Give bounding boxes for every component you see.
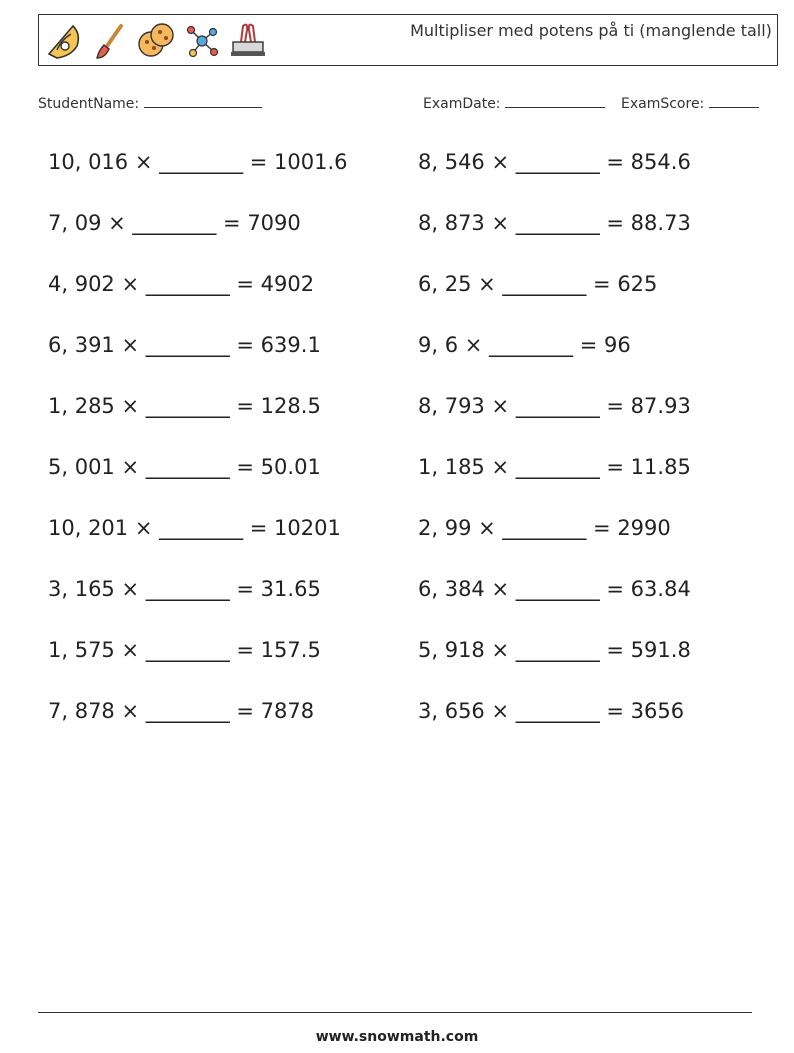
problem-right-10: 3, 656 × ________ = 3656 — [418, 699, 685, 723]
problem-left-7: 10, 201 × ________ = 10201 — [48, 516, 341, 540]
exam-score-line[interactable] — [709, 93, 759, 108]
problem-right-2: 8, 873 × ________ = 88.73 — [418, 211, 691, 235]
problem-left-3: 4, 902 × ________ = 4902 — [48, 272, 315, 296]
problem-left-5: 1, 285 × ________ = 128.5 — [48, 394, 321, 418]
paintbrush-icon — [89, 20, 131, 62]
molecule-icon — [181, 20, 223, 62]
problem-right-9: 5, 918 × ________ = 591.8 — [418, 638, 691, 662]
worksheet-header — [38, 14, 778, 66]
problem-right-7: 2, 99 × ________ = 2990 — [418, 516, 671, 540]
exam-score-label: ExamScore: — [621, 96, 705, 112]
binder-clip-icon — [227, 20, 269, 62]
exam-date-field[interactable] — [423, 93, 605, 112]
problem-left-1: 10, 016 × ________ = 1001.6 — [48, 150, 348, 174]
problem-right-4: 9, 6 × ________ = 96 — [418, 333, 631, 357]
problem-left-6: 5, 001 × ________ = 50.01 — [48, 455, 321, 479]
problem-right-8: 6, 384 × ________ = 63.84 — [418, 577, 691, 601]
problem-left-8: 3, 165 × ________ = 31.65 — [48, 577, 321, 601]
problem-left-4: 6, 391 × ________ = 639.1 — [48, 333, 321, 357]
student-name-label: StudentName: — [38, 96, 140, 112]
student-name-field[interactable] — [38, 93, 262, 112]
exam-date-label: ExamDate: — [423, 96, 501, 112]
footer-divider — [38, 1012, 752, 1013]
header-icons — [43, 19, 269, 63]
exam-score-field[interactable] — [621, 93, 759, 112]
protractor-icon — [43, 20, 85, 62]
problem-right-3: 6, 25 × ________ = 625 — [418, 272, 658, 296]
student-name-line[interactable] — [144, 93, 262, 108]
problem-left-2: 7, 09 × ________ = 7090 — [48, 211, 301, 235]
problem-right-6: 1, 185 × ________ = 11.85 — [418, 455, 691, 479]
footer-url[interactable]: www.snowmath.com — [315, 1029, 479, 1045]
problem-right-1: 8, 546 × ________ = 854.6 — [418, 150, 691, 174]
problem-right-5: 8, 793 × ________ = 87.93 — [418, 394, 691, 418]
problem-left-9: 1, 575 × ________ = 157.5 — [48, 638, 321, 662]
cookies-icon — [135, 20, 177, 62]
problem-left-10: 7, 878 × ________ = 7878 — [48, 699, 315, 723]
worksheet-title: Multipliser med potens på ti (manglende tall) — [410, 21, 772, 40]
exam-date-line[interactable] — [505, 93, 605, 108]
